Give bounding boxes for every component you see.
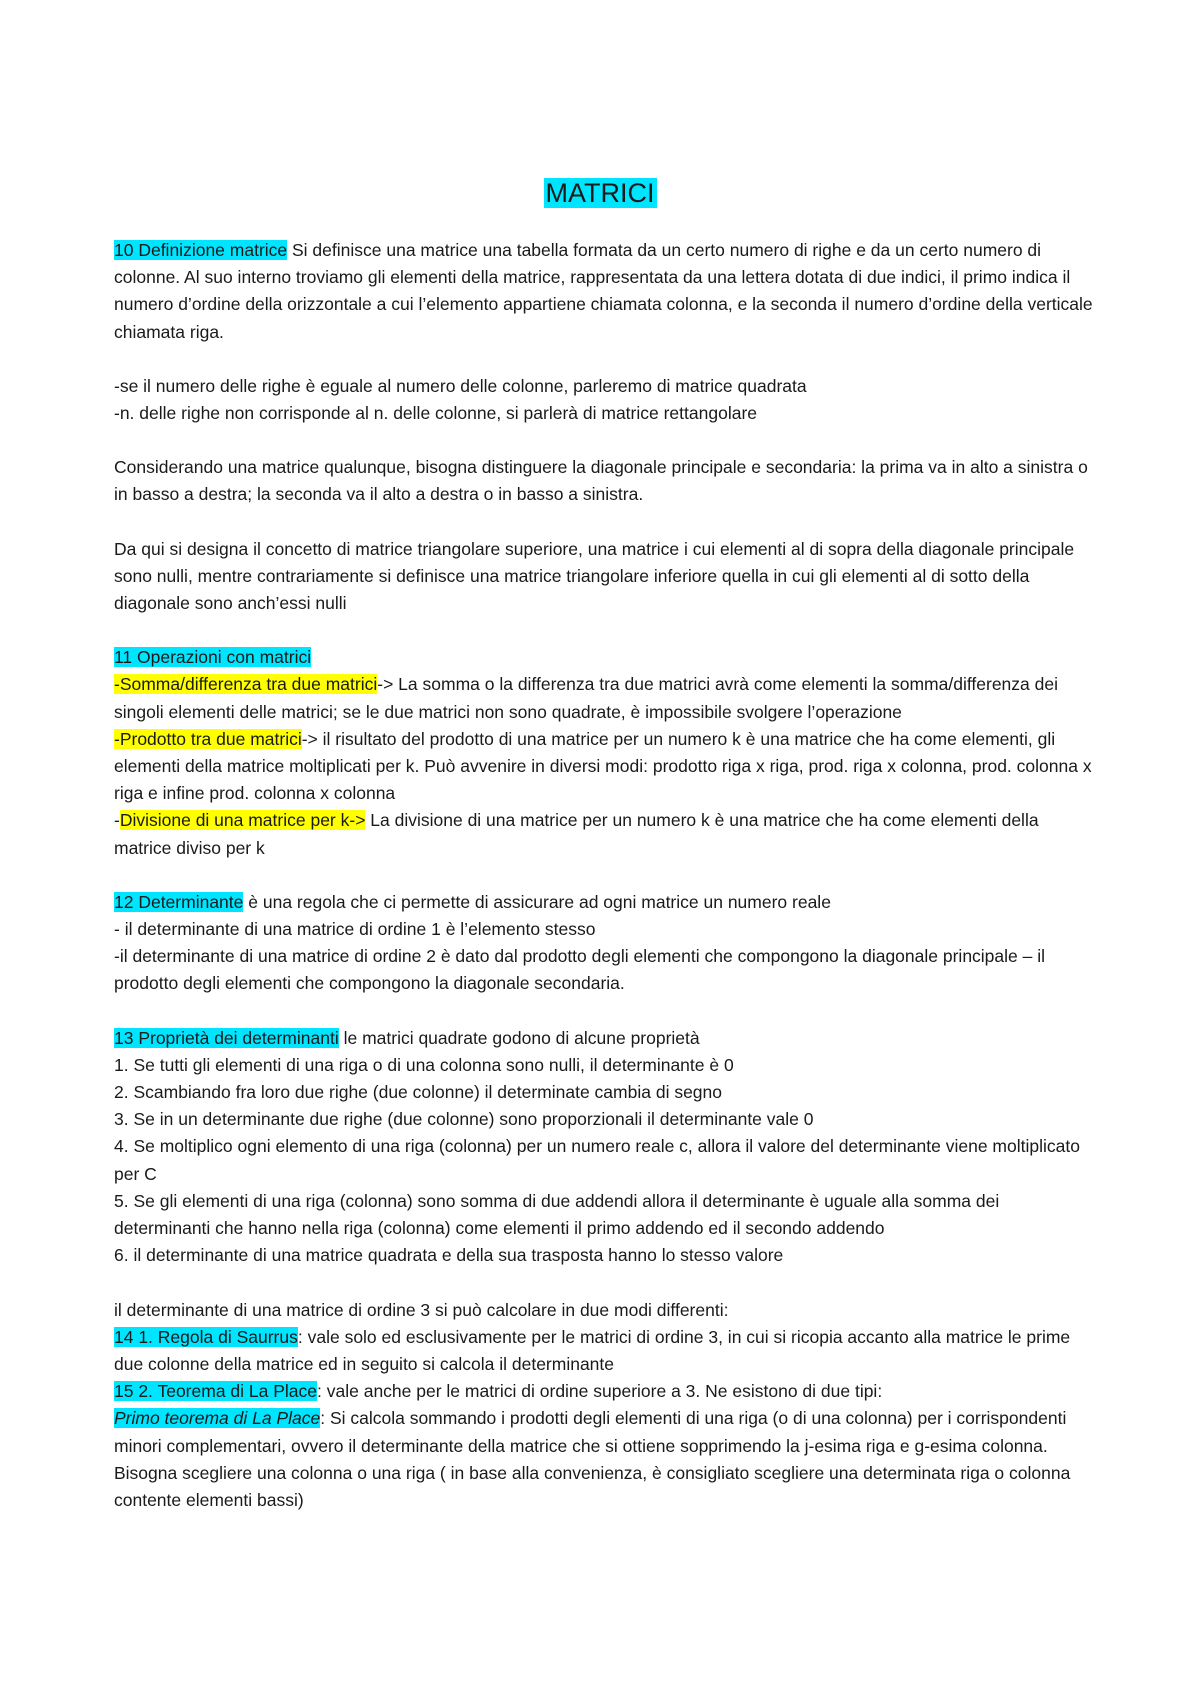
section-15-text: : vale anche per le matrici di ordine superiore a 3. Ne esistono di due tipi:	[317, 1381, 883, 1402]
determinante-ordine-2: -il determinante di una matrice di ordine 2 è dato dal prodotto degli elementi che compongono la diagonale principale – il prodotto degli elementi che compongono la diagonale secondaria.	[114, 946, 1046, 994]
section-14-heading: 14 1. Regola di Saurrus	[114, 1326, 298, 1347]
section-13-text: le matrici quadrate godono di alcune proprietà	[338, 1027, 700, 1048]
property-item: 1. Se tutti gli elementi di una riga o di una colonna sono nulli, il determinante è 0	[114, 1054, 734, 1075]
divisione-paragraph	[114, 807, 1094, 861]
section-13-paragraph	[114, 1025, 1094, 1052]
section-12-heading: 12 Determinante	[114, 891, 244, 912]
primo-teorema-paragraph	[114, 1405, 1094, 1514]
rettangolare-line: -n. delle righe non corrisponde al n. delle colonne, si parlerà di matrice rettangolare	[114, 403, 758, 424]
property-item: 2. Scambiando fra loro due righe (due colonne) il determinate cambia di segno	[114, 1082, 722, 1103]
property-item: 4. Se moltiplico ogni elemento di una riga (colonna) per un numero reale c, allora il valore del determinante viene moltiplicato per C	[114, 1136, 1080, 1184]
section-10-paragraph	[114, 237, 1094, 346]
quadrata-line: -se il numero delle righe è eguale al numero delle colonne, parleremo di matrice quadrata	[114, 375, 807, 396]
section-10-heading: 10 Definizione matrice	[114, 240, 288, 260]
prodotto-heading: -Prodotto tra due matrici	[114, 728, 302, 749]
title-text: MATRICI	[545, 178, 655, 208]
somma-heading: -Somma/differenza tra due matrici	[114, 674, 378, 695]
section-14-paragraph	[114, 1324, 1094, 1378]
section-14-text: : vale solo ed esclusivamente per le matrici di ordine 3, in cui si ricopia accanto alla matrice le prime due colonne della matrice ed in seguito si calcola il determinante	[114, 1326, 1071, 1374]
diagonale-paragraph: Considerando una matrice qualunque, bisogna distinguere la diagonale principale e secondaria: la prima va in alto a sinistra o in basso a destra; la seconda va il alto a destra o in basso a sinistra.	[114, 457, 1088, 505]
divisione-heading: Divisione di una matrice per k->	[119, 810, 366, 831]
ordine-3-intro: il determinante di una matrice di ordine 3 si può calcolare in due modi differenti:	[114, 1299, 729, 1320]
section-15-paragraph	[114, 1378, 1094, 1405]
primo-teorema-heading: Primo teorema di La Place	[114, 1408, 321, 1429]
property-item: 5. Se gli elementi di una riga (colonna) sono somma di due addendi allora il determinante è uguale alla somma dei determinanti che hanno nella riga (colonna) come elementi il primo addendo ed il secondo addendo	[114, 1190, 1000, 1239]
section-12-paragraph	[114, 889, 1094, 916]
section-13-heading: 13 Proprietà dei determinanti	[114, 1027, 339, 1048]
somma-text: -> La somma o la differenza tra due matrici avrà come elementi la somma/differenza dei singoli elementi delle matrici; se le due matrici non sono quadrate, è impossibile svolgere l’operazione	[114, 674, 1058, 722]
prodotto-paragraph	[114, 726, 1094, 808]
section-11-heading-line	[114, 644, 1094, 671]
prodotto-text: -> il risultato del prodotto di una matrice per un numero k è una matrice che ha come elementi, gli elementi della matrice moltiplicati per k. Può avvenire in diversi modi: prodotto riga x riga, prod. riga x colonna, prod. colonna x riga e infine prod. colonna x colonna	[114, 728, 1092, 804]
triangolare-paragraph: Da qui si designa il concetto di matrice triangolare superiore, una matrice i cui elementi al di sopra della diagonale principale sono nulli, mentre contrariamente si definisce una matrice triangolare inferiore quella in cui gli elementi al di sotto della diagonale sono anch’essi nulli	[114, 538, 1075, 614]
section-10-text: Si definisce una matrice una tabella formata da un certo numero di righe e da un certo numero di colonne. Al suo interno troviamo gli elementi della matrice, rappresentata da una lettera dotata di due indici, il primo indica il numero d’ordine della orizzontale a cui l’elemento appartiene chiamata colonna, e la seconda il numero d’ordine della verticale chiamata riga.	[114, 240, 1093, 342]
section-11-heading: 11 Operazioni con matrici	[114, 647, 312, 668]
determinante-ordine-1: - il determinante di una matrice di ordine 1 è l’elemento stesso	[114, 919, 596, 940]
primo-teorema-text: : Si calcola sommando i prodotti degli elementi di una riga (o di una colonna) per i corrispondenti minori complementari, ovvero il determinante della matrice che si ottiene sopprimendo la j-esima riga e g-esima colonna. Bisogna scegliere una colonna o una riga ( in base alla convenienza, è consigliato scegliere una determinata riga o colonna contente elementi bassi)	[114, 1408, 1071, 1510]
section-12-text: è una regola che ci permette di assicurare ad ogni matrice un numero reale	[243, 891, 831, 912]
property-item: 3. Se in un determinante due righe (due colonne) sono proporzionali il determinante vale 0	[114, 1109, 814, 1130]
somma-paragraph	[114, 671, 1094, 725]
property-item: 6. il determinante di una matrice quadrata e della sua trasposta hanno lo stesso valore	[114, 1245, 784, 1266]
divisione-text: La divisione di una matrice per un numero k è una matrice che ha come elementi della matrice diviso per k	[114, 810, 1039, 858]
document-body	[114, 237, 1094, 1514]
section-15-heading: 15 2. Teorema di La Place	[114, 1381, 318, 1402]
document-title	[0, 176, 1200, 210]
divisione-prefix: -	[114, 810, 120, 831]
